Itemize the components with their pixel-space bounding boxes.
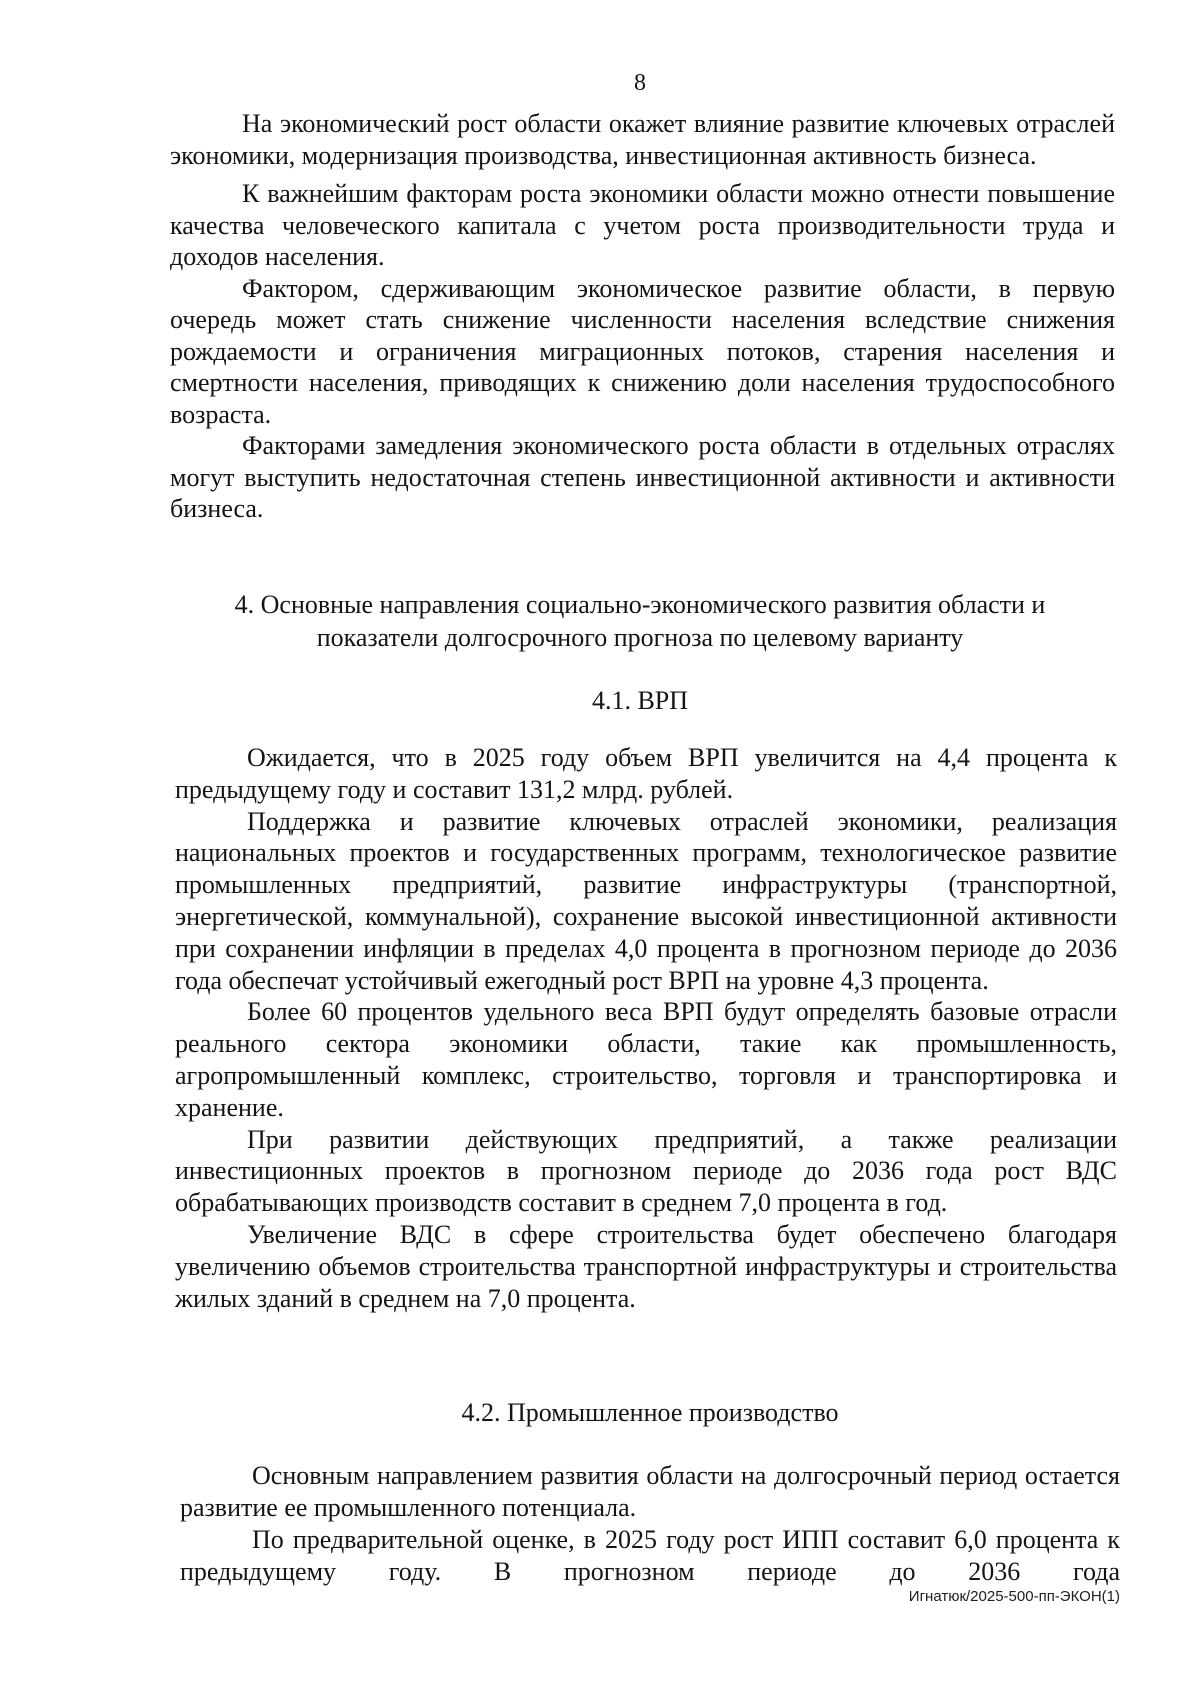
paragraph: К важнейшим факторам роста экономики области можно отнести повышение качества человеческого капитала с учетом роста производительности труда и доходов населения.: [170, 179, 1115, 271]
section-4-heading: [170, 588, 1110, 654]
paragraph: Увеличение ВДС в сфере строительства будет обеспечено благодаря увеличению объемов строительства транспортной инфраструктуры и строительства жилых зданий в среднем на 7,0 процента.: [175, 1219, 1117, 1313]
paragraph: На экономический рост области окажет влияние развитие ключевых отраслей экономики, модернизация производства, инвестиционная активность бизнеса.: [170, 109, 1115, 170]
section-4-title-line-1: 4. Основные направления социально-экономического развития области и: [234, 590, 1046, 619]
paragraph: Фактором, сдерживающим экономическое развитие области, в первую очередь может стать снижение численности населения вследствие снижения рождаемости и ограничения миграционных потоков, старения населения и смертности населения, приводящих к снижению доли населения трудоспособного возраста.: [170, 273, 1115, 429]
document-code: Игнатюк/2025-500-пп-ЭКОН(1): [908, 1588, 1120, 1605]
intro-section: [170, 108, 1115, 525]
paragraph: Более 60 процентов удельного веса ВРП будут определять базовые отрасли реального сектора экономики области, такие как промышленность, агропромышленный комплекс, строительство, торговля и транспортировка и хранение.: [175, 997, 1117, 1122]
section-4-2-heading: 4.2. Промышленное производство: [461, 1398, 839, 1427]
section-4-2-body: [180, 1460, 1120, 1588]
paragraph: Факторами замедления экономического роста области в отдельных отраслях могут выступить недостаточная степень инвестиционной активности и активности бизнеса.: [170, 431, 1115, 523]
section-4-1-heading: 4.1. ВРП: [591, 686, 689, 715]
paragraph: Ожидается, что в 2025 году объем ВРП увеличится на 4,4 процента к предыдущему году и составит 131,2 млрд. рублей.: [175, 743, 1117, 804]
section-4-title-line-2: показатели долгосрочного прогноза по целевому варианту: [316, 623, 964, 652]
paragraph: При развитии действующих предприятий, а также реализации инвестиционных проектов в прогнозном периоде до 2036 года рост ВДС обрабатывающих производств составит в среднем 7,0 процента в год.: [175, 1124, 1117, 1218]
paragraph: Основным направлением развития области на долгосрочный период остается развитие ее промышленного потенциала.: [180, 1461, 1120, 1522]
section-4-1-body: [175, 742, 1117, 1314]
paragraph: Поддержка и развитие ключевых отраслей экономики, реализация национальных проектов и государственных программ, технологическое развитие промышленных предприятий, развитие инфраструктуры (транспортной, энергетической, коммунальной), сохранение высокой инвестиционной активности при сохранении инфляции в пределах 4,0 процента в прогнозном периоде до 2036 года обеспечат устойчивый ежегодный рост ВРП на уровне 4,3 процента.: [175, 806, 1117, 995]
paragraph: По предварительной оценке, в 2025 году рост ИПП составит 6,0 процента к предыдущему году. В прогнозном периоде до 2036 года: [180, 1525, 1120, 1586]
page-number: 8: [634, 70, 646, 96]
